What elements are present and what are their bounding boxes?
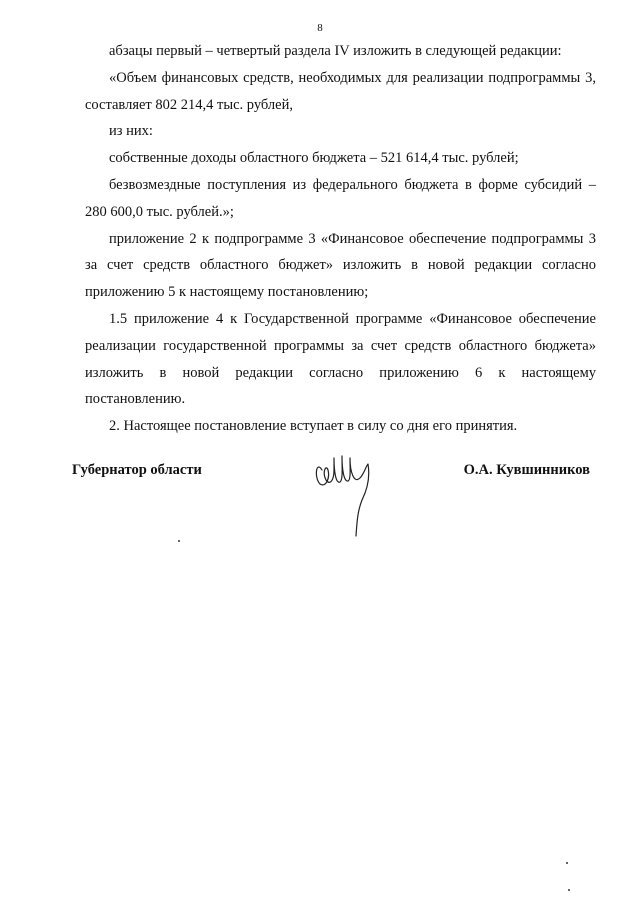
signer-title: Губернатор области bbox=[72, 462, 202, 478]
paragraph-federal-subsidies: безвозмездные поступления из федерального бюджета в форме субсидий – 280 600,0 тыс. рублей.»; bbox=[85, 176, 596, 220]
paragraph-item-2: 2. Настоящее постановление вступает в силу со дня его принятия. bbox=[109, 418, 518, 435]
scan-speck bbox=[568, 889, 570, 891]
paragraph-appendix-2: приложение 2 к подпрограмме 3 «Финансовое обеспечение подпрограммы 3 за счет средств областного бюджет» изложить в новой редакции согласно приложению 5 к настоящему постановлению; bbox=[85, 230, 596, 301]
paragraph-section-iv-intro: абзацы первый – четвертый раздела IV изложить в следующей редакции: bbox=[109, 43, 562, 59]
scan-speck bbox=[178, 540, 180, 542]
page-number: 8 bbox=[317, 22, 323, 34]
paragraph-item-1-5: 1.5 приложение 4 к Государственной программе «Финансовое обеспечение реализации государственной программы за счет средств областного бюджета» изложить в новой редакции согласно приложению 6 к настоящему постановлению. bbox=[85, 310, 596, 408]
document-body bbox=[85, 38, 596, 440]
scan-speck bbox=[566, 862, 568, 864]
paragraph-regional-budget: собственные доходы областного бюджета – 521 614,4 тыс. рублей; bbox=[109, 150, 519, 167]
paragraph-of-which: из них: bbox=[109, 123, 153, 140]
signer-name: О.А. Кувшинников bbox=[463, 462, 590, 478]
handwritten-signature bbox=[312, 448, 382, 543]
paragraph-funding-total: «Объем финансовых средств, необходимых для реализации подпрограммы 3, составляет 802 214,4 тыс. рублей, bbox=[85, 69, 596, 113]
